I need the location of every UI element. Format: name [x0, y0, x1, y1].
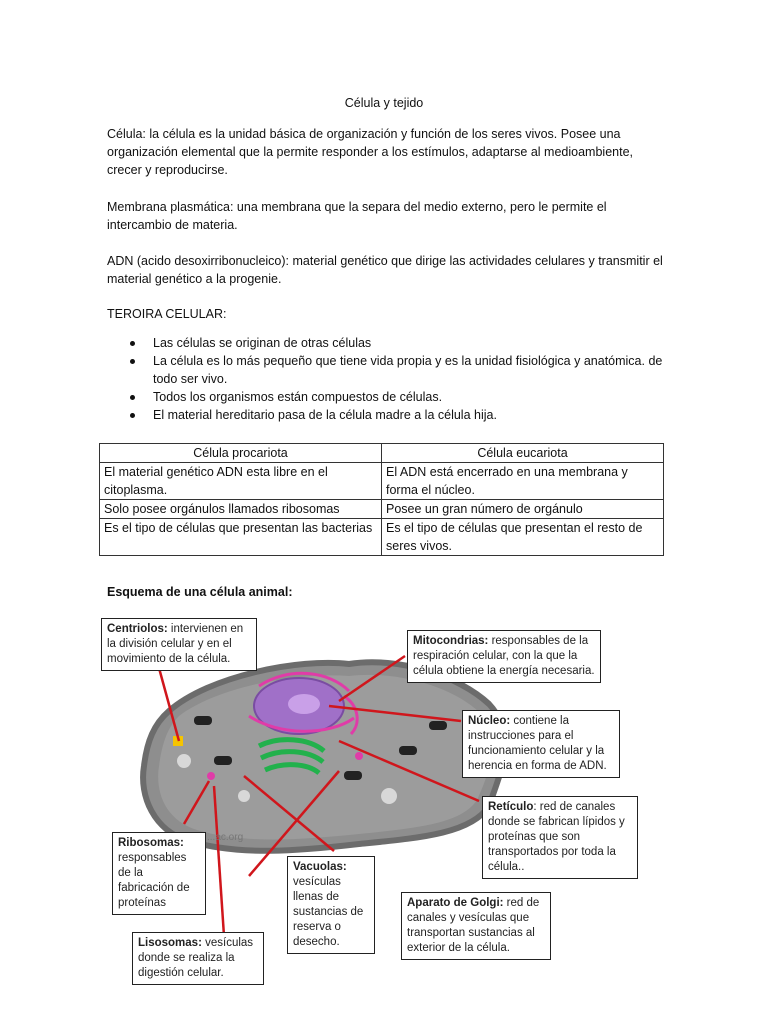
mitochondrion — [429, 721, 447, 730]
label-reticulo: Retículo: red de canales donde se fabrican lípidos y proteínas que son transportados por toda la célula.. — [482, 796, 638, 879]
comparison-table — [99, 443, 664, 556]
label-centriolos: Centriolos: intervienen en la división celular y en el movimiento de la célula. — [101, 618, 257, 671]
table-row — [100, 500, 664, 519]
mitochondrion — [399, 746, 417, 755]
bullet-list — [107, 334, 667, 424]
label-nucleo: Núcleo: contiene la instrucciones para el funcionamiento celular y la herencia en forma de ADN. — [462, 710, 620, 778]
lysosome — [355, 752, 363, 760]
table-row — [100, 463, 664, 500]
diagram-watermark: ...ac.org — [207, 832, 244, 843]
table-cell: Es el tipo de células que presentan el resto de seres vivos. — [382, 519, 664, 556]
label-mitocondrias: Mitocondrias: responsables de la respiración celular, con la que la célula obtiene la energía necesaria. — [407, 630, 601, 683]
vacuole — [381, 788, 397, 804]
label-lisosomas: Lisosomas: vesículas donde se realiza la digestión celular. — [132, 932, 264, 985]
table-cell: Es el tipo de células que presentan las bacterias — [100, 519, 382, 556]
list-item: El material hereditario pasa de la célula madre a la célula hija. — [107, 406, 667, 424]
label-golgi: Aparato de Golgi: red de canales y vesículas que transportan sustancias al exterior de la célula. — [401, 892, 551, 960]
section-heading-teoria: TEROIRA CELULAR: — [107, 307, 227, 321]
table-cell: El material genético ADN esta libre en el citoplasma. — [100, 463, 382, 500]
table-cell: Posee un gran número de orgánulo — [382, 500, 664, 519]
table-header: Célula procariota — [100, 444, 382, 463]
paragraph-celula: Célula: la célula es la unidad básica de organización y función de los seres vivos. Posee una organización elemental que la permite responder a los estímulos, adaptarse al medioambiente, crecer y reproducirse. — [107, 127, 633, 177]
mitochondrion — [344, 771, 362, 780]
table-header-row — [100, 444, 664, 463]
label-ribosomas: Ribosomas: responsables de la fabricación de proteínas — [112, 832, 206, 915]
page-title: Célula y tejido — [344, 96, 424, 110]
table-cell: El ADN está encerrado en una membrana y forma el núcleo. — [382, 463, 664, 500]
nucleolus — [288, 694, 320, 714]
table-header: Célula eucariota — [382, 444, 664, 463]
table-row — [100, 519, 664, 556]
list-item: La célula es lo más pequeño que tiene vida propia y es la unidad fisiológica y anatómica. de todo ser vivo. — [107, 352, 667, 388]
lysosome — [207, 772, 215, 780]
mitochondrion — [214, 756, 232, 765]
list-item: Las células se originan de otras células — [107, 334, 667, 352]
paragraph-membrana: Membrana plasmática: una membrana que la separa del medio externo, pero le permite el intercambio de materia. — [107, 200, 607, 232]
vacuole — [238, 790, 250, 802]
list-item: Todos los organismos están compuestos de células. — [107, 388, 667, 406]
mitochondrion — [194, 716, 212, 725]
paragraph-adn: ADN (acido desoxirribonucleico): material genético que dirige las actividades celulares y transmitir el material genético a la progenie. — [107, 254, 663, 286]
vacuole — [177, 754, 191, 768]
label-vacuolas: Vacuolas: vesículas llenas de sustancias de reserva o desecho. — [287, 856, 375, 954]
animal-cell-diagram — [99, 606, 665, 996]
scheme-title: Esquema de una célula animal: — [107, 585, 293, 599]
table-cell: Solo posee orgánulos llamados ribosomas — [100, 500, 382, 519]
